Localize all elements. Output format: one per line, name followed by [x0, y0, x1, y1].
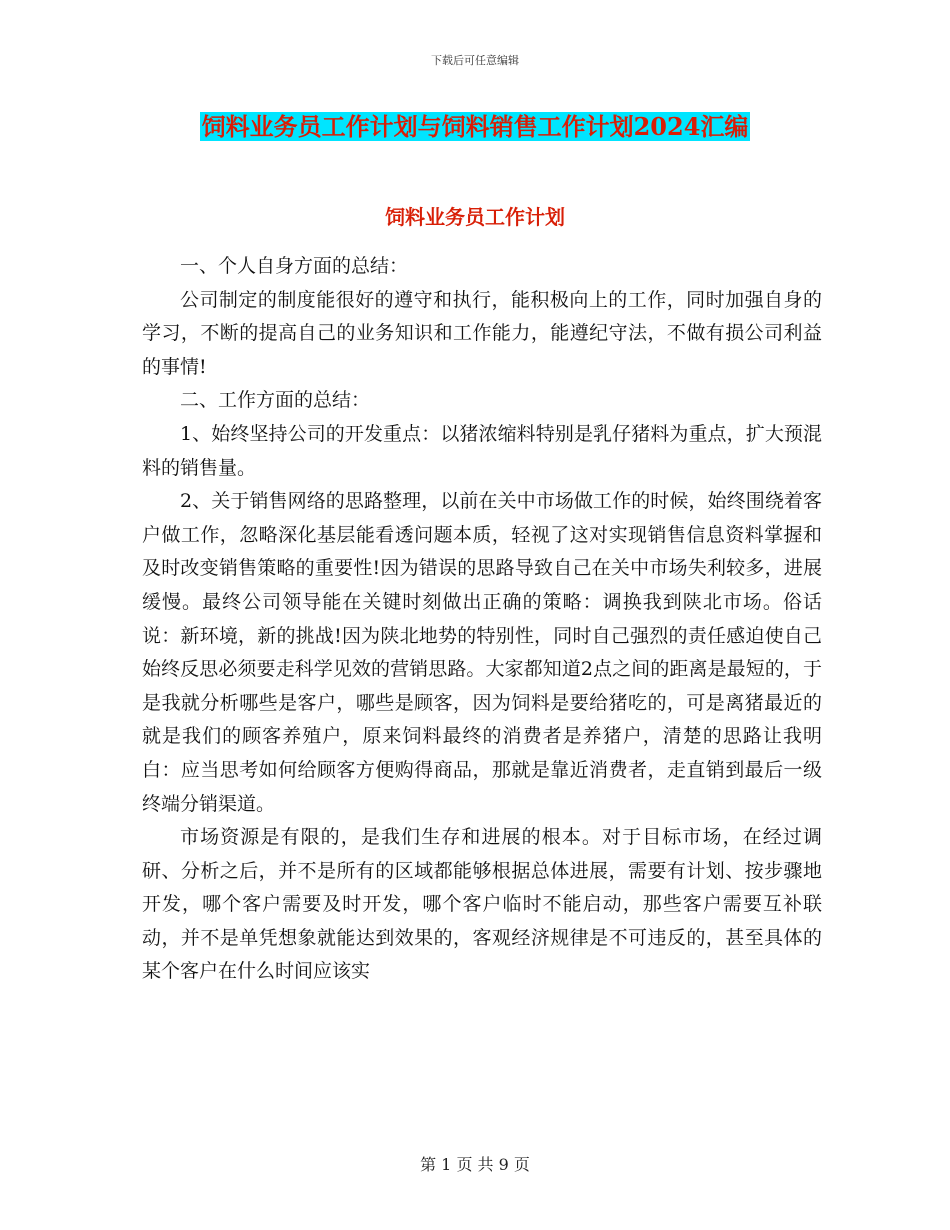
paragraph: 1、始终坚持公司的开发重点：以猪浓缩料特别是乳仔猪料为重点，扩大预混料的销售量。 [142, 422, 822, 479]
paragraph: 二、工作方面的总结： [180, 389, 371, 412]
paragraph: 市场资源是有限的，是我们生存和进展的根本。对于目标市场，在经过调研、分析之后，并不是所有的区域都能够根据总体进展，需要有计划、按步骤地开发，哪个客户需要及时开发，哪个客户临时不能启动，那些客户需要互补联动，并不是单凭想象就能达到效果的，客观经济规律是不可违反的，甚至具体的某个客户在什么时间应该实 [142, 826, 822, 983]
document-title-highlight: 饲料业务员工作计划与饲料销售工作计划2024汇编 [201, 112, 749, 141]
paragraph: 2、关于销售网络的思路整理，以前在关中市场做工作的时候，始终围绕着客户做工作，忽略深化基层能看透问题本质，轻视了这对实现销售信息资料掌握和及时改变销售策略的重要性!因为错误的思路导致自己在关中市场失利较多，进展缓慢。最终公司领导能在关键时刻做出正确的策略：调换我到陕北市场。俗话说：新环境，新的挑战!因为陕北地势的特别性，同时自己强烈的责任感迫使自己始终反思必须要走科学见效的营销思路。大家都知道2点之间的距离是最短的，于是我就分析哪些是客户，哪些是顾客，因为饲料是要给猪吃的，可是离猪最近的就是我们的顾客养殖户，原来饲料最终的消费者是养猪户，清楚的思路让我明白：应当思考如何给顾客方便购得商品，那就是靠近消费者，走直销到最后一级终端分销渠道。 [142, 490, 822, 815]
document-title [0, 110, 950, 144]
paragraph: 一、个人自身方面的总结： [180, 255, 409, 277]
section-title: 饲料业务员工作计划 [385, 205, 565, 229]
document-body [142, 250, 822, 989]
paragraph: 公司制定的制度能很好的遵守和执行，能积极向上的工作，同时加强自身的学习，不断的提高自己的业务知识和工作能力，能遵纪守法，不做有损公司利益的事情! [142, 288, 822, 378]
page-number: 第 1 页 共 9 页 [420, 1155, 530, 1174]
page-header-note: 下载后可任意编辑 [431, 54, 519, 67]
